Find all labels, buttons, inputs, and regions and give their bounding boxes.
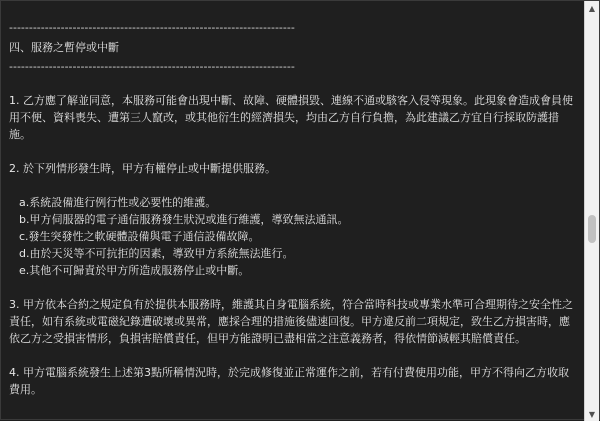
list-item: c.發生突發性之軟硬體設備與電子通信設備故障。 <box>19 230 260 243</box>
section-heading: 四、服務之暫停或中斷 <box>9 41 119 54</box>
list-item: a.系統設備進行例行性或必要性的維護。 <box>19 196 217 209</box>
list-item: b.甲方伺服器的電子通信服務發生狀況或進行維護，導致無法通訊。 <box>19 213 349 226</box>
scrollbar-thumb[interactable] <box>588 215 596 243</box>
clause-2-list <box>9 194 574 279</box>
divider-bottom: ------------------------------------------------------------------------ <box>9 60 295 73</box>
list-item: d.由於天災等不可抗拒的因素，導致甲方系統無法進行。 <box>19 247 294 260</box>
scroll-up-button[interactable] <box>585 1 599 15</box>
triangle-up-icon: ▲ <box>588 3 596 13</box>
terms-content <box>1 1 584 419</box>
clause-4: 4. 甲方電腦系統發生上述第3點所稱情況時，於完成修復並正常運作之前，若有付費使用功能，甲方不得向乙方收取費用。 <box>9 366 569 396</box>
divider-top: ------------------------------------------------------------------------ <box>9 21 295 34</box>
triangle-down-icon: ▼ <box>588 409 596 419</box>
scroll-down-button[interactable] <box>585 407 599 421</box>
clause-3: 3. 甲方依本合約之規定負有於提供本服務時，維護其自身電腦系統，符合當時科技或專業水準可合理期待之安全性之責任，如有系統或電磁紀錄遭破壞或異常，應採合理的措施後儘速回復。甲方違反前二項規定，致生乙方損害時，應依乙方之受損害情形，負損害賠償責任，但甲方能證明已盡相當之注意義務者，得依情節減輕其賠償責任。 <box>9 298 573 345</box>
list-item: e.其他不可歸責於甲方所造成服務停止或中斷。 <box>19 264 250 277</box>
clause-1: 1. 乙方應了解並同意，本服務可能會出現中斷、故障、硬體損毀、連線不通或駭客入侵等現象。此現象會造成會員使用不便、資料喪失、遭第三人竄改，或其他衍生的經濟損失，均由乙方自行負擔，為此建議乙方宜自行採取防護措施。 <box>9 94 573 141</box>
clause-2: 2. 於下列情形發生時，甲方有權停止或中斷提供服務。 <box>9 162 276 175</box>
vertical-scrollbar[interactable] <box>584 1 599 421</box>
